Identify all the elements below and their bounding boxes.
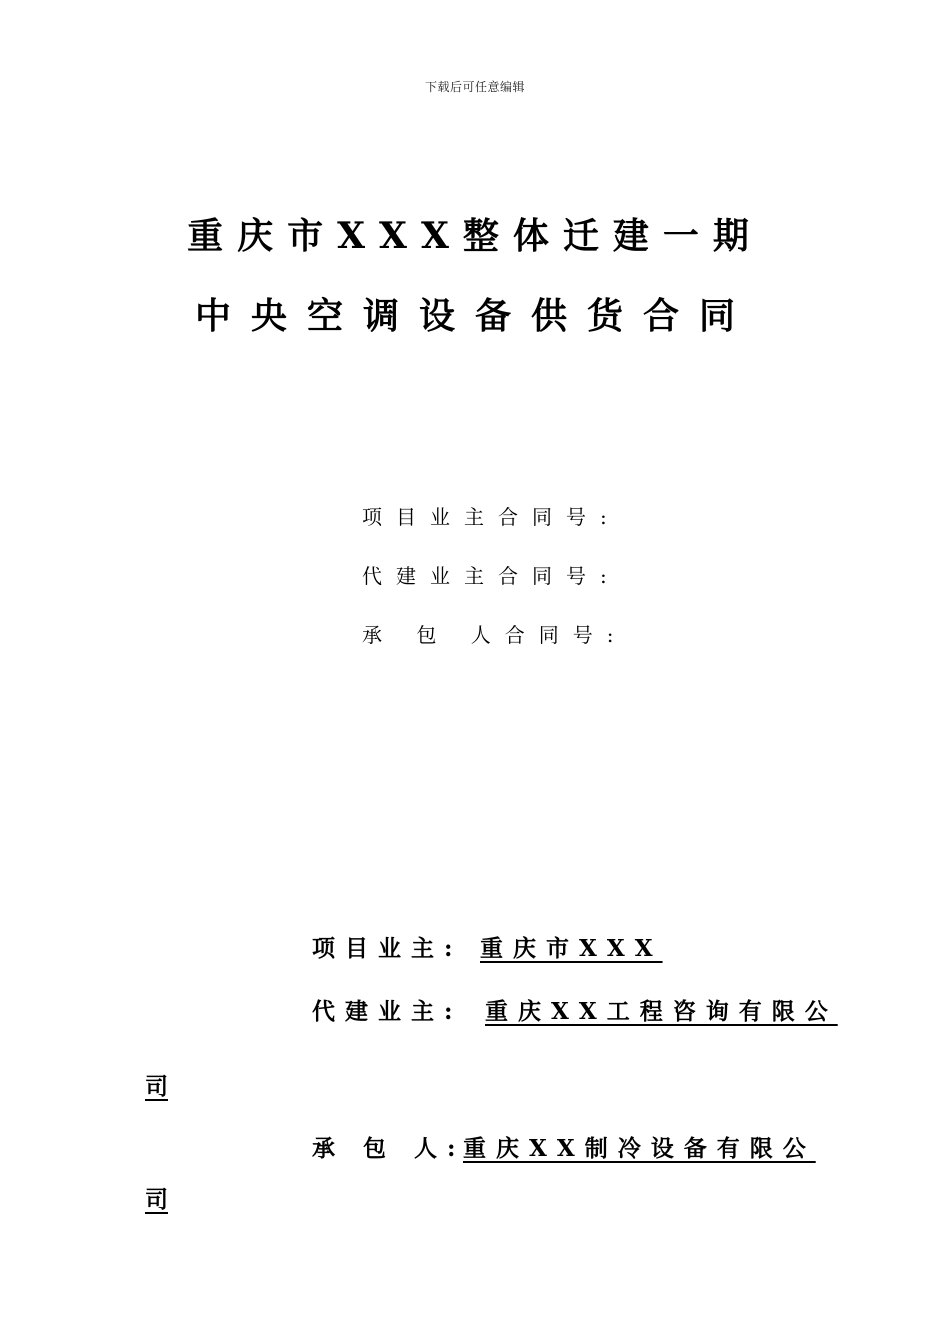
agent-label: 代建业主:	[312, 998, 463, 1025]
contractor-contract-number-label: 承 包 人合同号:	[362, 623, 628, 647]
agent-contract-number-label: 代建业主合同号:	[362, 564, 621, 588]
header-note: 下载后可任意编辑	[424, 80, 525, 94]
agent-value-wrap: 司	[145, 1073, 168, 1100]
contractor-label: 承 包 人:	[312, 1135, 466, 1162]
contractor-value: 重庆XX制冷设备有限公	[463, 1135, 816, 1162]
agent-value: 重庆XX工程咨询有限公	[485, 998, 838, 1025]
owner-value: 重庆市XXX	[480, 935, 663, 962]
owner-label: 项目业主:	[312, 935, 463, 962]
contract-title-line-2: 中央空调设备供货合同	[194, 295, 755, 337]
contract-title-line-1: 重庆市XXX整体迁建一期	[187, 215, 763, 257]
contractor-value-wrap: 司	[145, 1186, 168, 1213]
owner-contract-number-label: 项目业主合同号:	[362, 505, 621, 529]
